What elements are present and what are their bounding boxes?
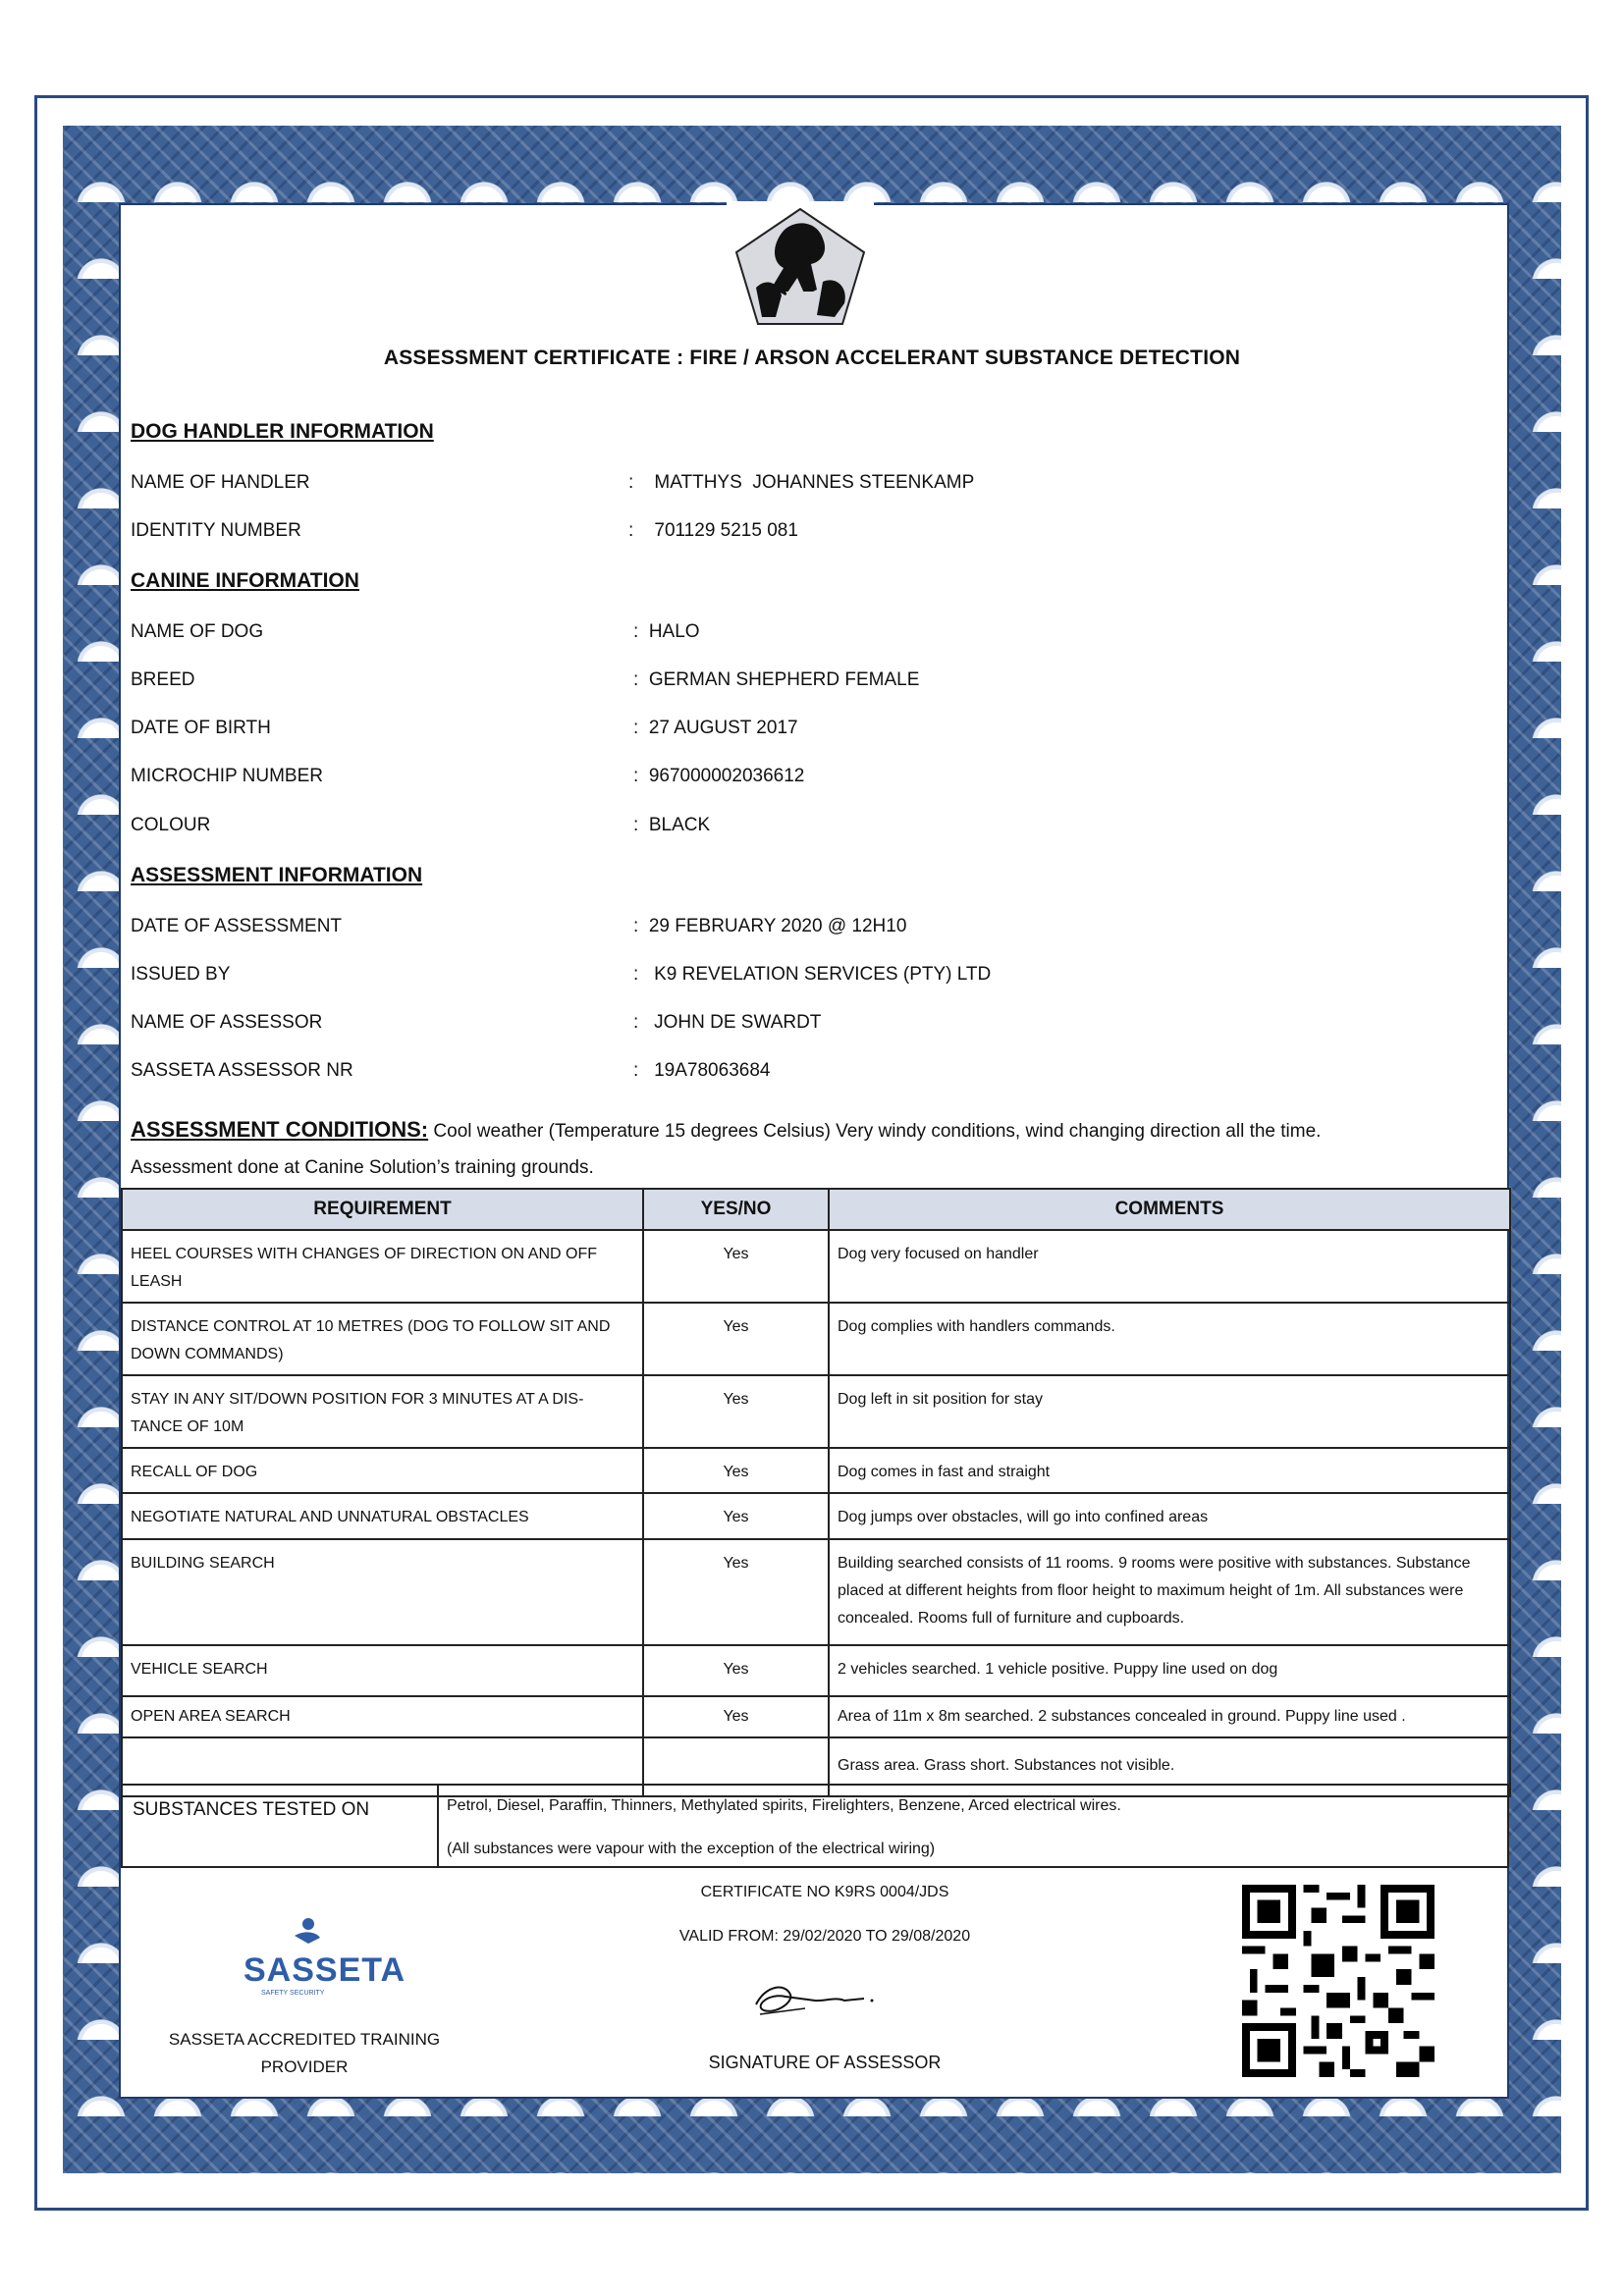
- requirement-cell: STAY IN ANY SIT/DOWN POSITION FOR 3 MINUTES AT A DIS-TANCE OF 10M: [122, 1375, 643, 1448]
- table-row: [122, 1375, 1510, 1448]
- comment-cell: Area of 11m x 8m searched. 2 substances concealed in ground. Puppy line used .: [829, 1696, 1510, 1737]
- comment-cell: Dog left in sit position for stay: [829, 1375, 1510, 1448]
- dog-name-label: NAME OF DOG: [131, 621, 264, 642]
- header-comments: COMMENTS: [829, 1189, 1510, 1230]
- table-row: [122, 1493, 1510, 1539]
- valid-period: VALID FROM: 29/02/2020 TO 29/08/2020: [678, 1928, 971, 1945]
- handler-section-heading: DOG HANDLER INFORMATION: [131, 420, 434, 443]
- assessor-nr-value: : 19A78063684: [633, 1060, 771, 1081]
- conditions-text-1: Cool weather (Temperature 15 degrees Celsius) Very windy conditions, wind changing direction all the time.: [428, 1121, 1322, 1142]
- yes-no-cell: Yes: [643, 1645, 829, 1696]
- substances-line-2: (All substances were vapour with the exception of the electrical wiring): [447, 1841, 936, 1857]
- table-row: [122, 1645, 1510, 1696]
- qr-code-icon: [1242, 1885, 1435, 2077]
- signature-label: SIGNATURE OF ASSESSOR: [708, 2053, 942, 2072]
- provider-line-1: SASSETA ACCREDITED TRAINING: [168, 2030, 441, 2049]
- conditions-heading: ASSESSMENT CONDITIONS:: [131, 1117, 429, 1142]
- table-row: [122, 1303, 1510, 1375]
- comment-cell: Dog very focused on handler: [829, 1230, 1510, 1303]
- table-row: [122, 1230, 1510, 1303]
- header-yes-no: YES/NO: [643, 1189, 829, 1230]
- yes-no-cell: Yes: [643, 1539, 829, 1645]
- breed-value: : GERMAN SHEPHERD FEMALE: [633, 669, 920, 690]
- requirement-cell: VEHICLE SEARCH: [122, 1645, 643, 1696]
- sasseta-logo: [236, 1914, 406, 2007]
- sasseta-logo-text: SASSETA: [244, 1951, 406, 1989]
- microchip-label: MICROCHIP NUMBER: [131, 766, 323, 786]
- comment-cell: Dog comes in fast and straight: [829, 1448, 1510, 1493]
- sasseta-logo-subtext: SAFETY SECURITY: [261, 1990, 325, 1997]
- substances-box: [121, 1784, 1509, 1868]
- breed-label: BREED: [131, 669, 195, 690]
- table-row: [122, 1696, 1510, 1737]
- microchip-value: : 967000002036612: [633, 766, 805, 786]
- assessment-conditions: [131, 1111, 1505, 1186]
- identity-number-value: : 701129 5215 081: [628, 520, 798, 541]
- dog-emblem-icon: [727, 201, 874, 334]
- assessor-signature-icon: [746, 1975, 884, 2022]
- assessment-date-label: DATE OF ASSESSMENT: [131, 916, 343, 936]
- dob-label: DATE OF BIRTH: [131, 718, 271, 738]
- requirement-cell: NEGOTIATE NATURAL AND UNNATURAL OBSTACLES: [122, 1493, 643, 1539]
- provider-text: [157, 2026, 452, 2081]
- issued-by-label: ISSUED BY: [131, 964, 231, 985]
- dog-name-value: : HALO: [633, 621, 700, 642]
- issued-by-value: : K9 REVELATION SERVICES (PTY) LTD: [633, 964, 992, 985]
- comment-cell: Building searched consists of 11 rooms. 9 rooms were positive with substances. Substance placed at different heights from floor height to maximum height of 1m. All substances were concealed. Rooms full of furniture and cupboards.: [829, 1539, 1510, 1645]
- yes-no-cell: Yes: [643, 1303, 829, 1375]
- k9-logo: [727, 201, 874, 334]
- requirements-table: [121, 1188, 1511, 1797]
- conditions-text-2: Assessment done at Canine Solution’s training grounds.: [131, 1157, 594, 1178]
- assessment-date-value: : 29 FEBRUARY 2020 @ 12H10: [633, 916, 907, 936]
- yes-no-cell: Yes: [643, 1448, 829, 1493]
- requirement-cell: HEEL COURSES WITH CHANGES OF DIRECTION ON AND OFF LEASH: [122, 1230, 643, 1303]
- assessor-name-label: NAME OF ASSESSOR: [131, 1012, 323, 1033]
- substances-list: [439, 1786, 1507, 1866]
- requirement-cell: DISTANCE CONTROL AT 10 METRES (DOG TO FOLLOW SIT AND DOWN COMMANDS): [122, 1303, 643, 1375]
- yes-no-cell: Yes: [643, 1493, 829, 1539]
- dob-value: : 27 AUGUST 2017: [633, 718, 798, 738]
- comment-cell: 2 vehicles searched. 1 vehicle positive. Puppy line used on dog: [829, 1645, 1510, 1696]
- comment-cell: Dog complies with handlers commands.: [829, 1303, 1510, 1375]
- identity-number-label: IDENTITY NUMBER: [131, 520, 301, 541]
- substances-line-1: Petrol, Diesel, Paraffin, Thinners, Methylated spirits, Firelighters, Benzene, Arced electrical wires.: [447, 1797, 1121, 1814]
- table-row: [122, 1448, 1510, 1493]
- substances-label: SUBSTANCES TESTED ON: [123, 1786, 439, 1866]
- colour-value: : BLACK: [633, 815, 711, 835]
- table-row: [122, 1539, 1510, 1645]
- assessment-section-heading: ASSESSMENT INFORMATION: [131, 864, 423, 886]
- assessor-name-value: : JOHN DE SWARDT: [633, 1012, 822, 1033]
- yes-no-cell: Yes: [643, 1375, 829, 1448]
- canine-section-heading: CANINE INFORMATION: [131, 569, 359, 592]
- comment-cell: Dog jumps over obstacles, will go into confined areas: [829, 1493, 1510, 1539]
- header-requirement: REQUIREMENT: [122, 1189, 643, 1230]
- requirement-cell: BUILDING SEARCH: [122, 1539, 643, 1645]
- handler-name-value: : MATTHYS JOHANNES STEENKAMP: [628, 472, 975, 493]
- yes-no-cell: Yes: [643, 1696, 829, 1737]
- comment-cell: Grass area. Grass short. Substances not visible.: [829, 1737, 1510, 1796]
- table-header-row: [122, 1189, 1510, 1230]
- handler-name-label: NAME OF HANDLER: [131, 472, 310, 493]
- yes-no-cell: Yes: [643, 1230, 829, 1303]
- colour-label: COLOUR: [131, 815, 211, 835]
- certificate-number: CERTIFICATE NO K9RS 0004/JDS: [700, 1884, 949, 1900]
- assessor-nr-label: SASSETA ASSESSOR NR: [131, 1060, 353, 1081]
- requirement-cell: OPEN AREA SEARCH: [122, 1696, 643, 1737]
- requirement-cell: RECALL OF DOG: [122, 1448, 643, 1493]
- certificate-title: ASSESSMENT CERTIFICATE : FIRE / ARSON ACCELERANT SUBSTANCE DETECTION: [383, 347, 1241, 369]
- provider-line-2: PROVIDER: [260, 2057, 349, 2076]
